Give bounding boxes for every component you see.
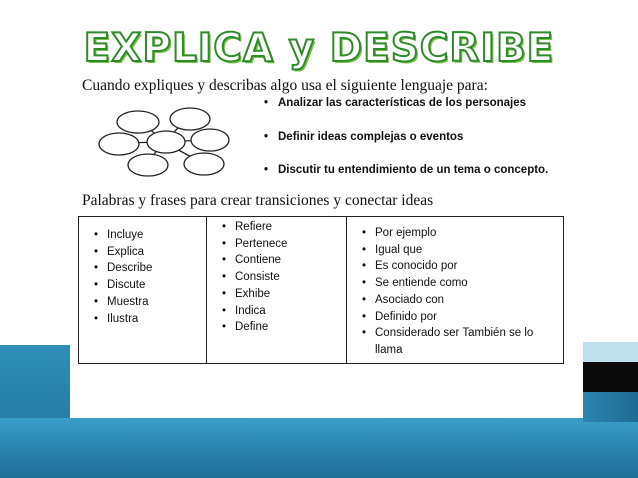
list-item: • Asociado con bbox=[359, 292, 563, 309]
list-item: • Consiste bbox=[219, 269, 346, 286]
decor-band-right-blue bbox=[583, 392, 638, 422]
decor-band-bottom bbox=[0, 418, 638, 478]
list-item: • Discute bbox=[91, 277, 206, 294]
list-item: • Definido por bbox=[359, 309, 563, 326]
list-item: • Muestra bbox=[91, 294, 206, 311]
web-diagram-icon bbox=[98, 106, 230, 178]
list-item: • Se entiende como bbox=[359, 275, 563, 292]
list-item: • Refiere bbox=[219, 219, 346, 236]
list-item: • Pertenece bbox=[219, 236, 346, 253]
list-item: • Por ejemplo bbox=[359, 225, 563, 242]
list-item: • Exhibe bbox=[219, 286, 346, 303]
list-item: • Define bbox=[219, 319, 346, 336]
purpose-list bbox=[262, 97, 548, 176]
list-item: • Describe bbox=[91, 260, 206, 277]
list-item: • Contiene bbox=[219, 252, 346, 269]
section-subtitle: Palabras y frases para crear transiciones y conectar ideas bbox=[82, 192, 434, 209]
list-item: • Es conocido por bbox=[359, 258, 563, 275]
table-column bbox=[346, 217, 563, 363]
transition-words-table bbox=[78, 216, 564, 364]
list-item: • Igual que bbox=[359, 242, 563, 259]
decor-band-right-light bbox=[583, 342, 638, 364]
table-column bbox=[206, 217, 346, 363]
list-item: • Incluye bbox=[91, 227, 206, 244]
slide-title: EXPLICA y DESCRIBE bbox=[83, 26, 555, 71]
list-item: • Considerado ser También se lo llama bbox=[359, 325, 545, 358]
list-item: • Indica bbox=[219, 303, 346, 320]
purpose-item: • Definir ideas complejas o eventos bbox=[262, 131, 548, 143]
intro-text: Cuando expliques y describas algo usa el siguiente lenguaje para: bbox=[82, 77, 488, 94]
list-item: • Ilustra bbox=[91, 311, 206, 328]
list-item: • Explica bbox=[91, 244, 206, 261]
purpose-item: • Analizar las características de los personajes bbox=[262, 97, 548, 109]
purpose-item: • Discutir tu entendimiento de un tema o concepto. bbox=[262, 164, 548, 176]
table-column bbox=[79, 217, 206, 363]
